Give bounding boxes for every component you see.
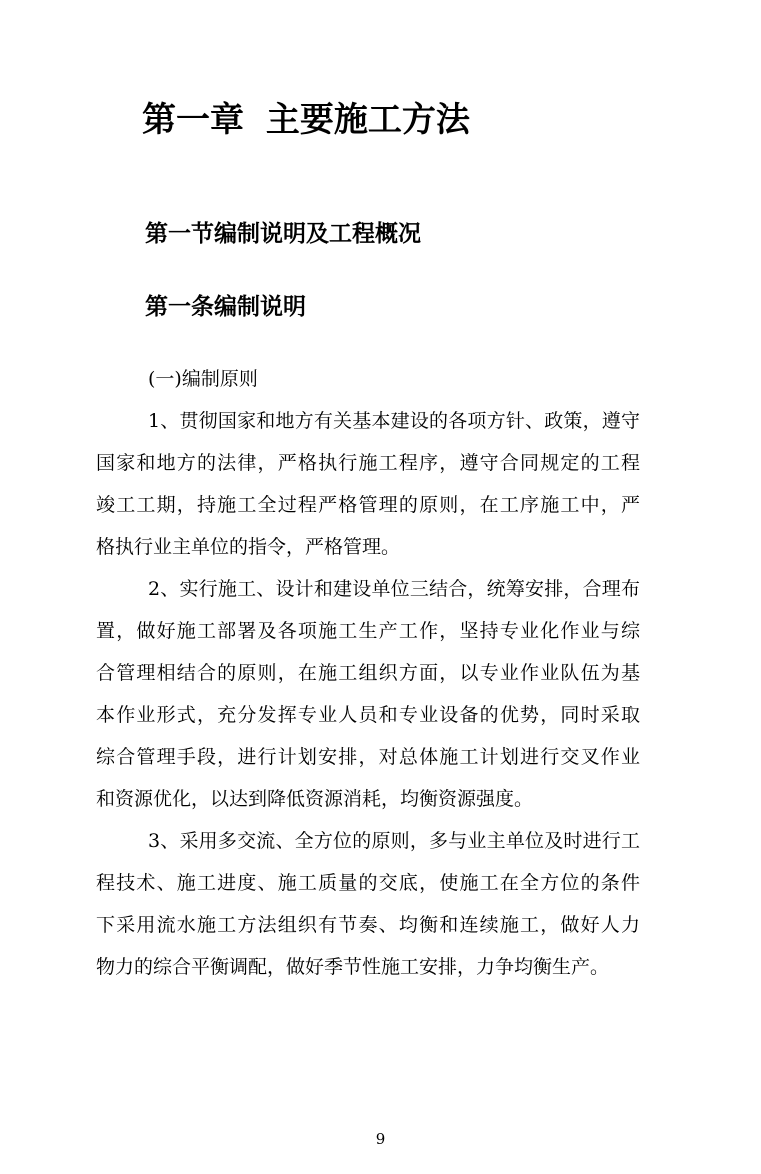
article-heading: 第一条编制说明 [145, 293, 306, 320]
text-line: 程技术、施工进度、施工质量的交底，使施工在全方位的条件 [96, 872, 640, 894]
document-content [0, 97, 761, 988]
text-line: 1、贯彻国家和地方有关基本建设的各项方针、政策，遵守 [148, 410, 640, 432]
text-line: 置，做好施工部署及各项施工生产工作，坚持专业化作业与综 [96, 620, 640, 642]
text-line: 合管理相结合的原则，在施工组织方面，以专业作业队伍为基 [96, 662, 640, 684]
section-heading: 第一节编制说明及工程概况 [145, 220, 421, 247]
text-line: (一)编制原则 [148, 368, 258, 390]
text-line: 竣工工期，持施工全过程严格管理的原则，在工序施工中，严 [96, 494, 640, 516]
text-line: 本作业形式，充分发挥专业人员和专业设备的优势，同时采取 [96, 704, 640, 726]
text-line: 3、采用多交流、全方位的原则，多与业主单位及时进行工 [148, 830, 640, 852]
text-line: 物力的综合平衡调配，做好季节性施工安排，力争均衡生产。 [96, 956, 610, 978]
chapter-title: 第一章 主要施工方法 [142, 100, 470, 140]
text-line: 下采用流水施工方法组织有节奏、均衡和连续施工，做好人力 [96, 914, 640, 936]
text-line: 国家和地方的法律，严格执行施工程序，遵守合同规定的工程 [96, 452, 640, 474]
text-line: 综合管理手段，进行计划安排，对总体施工计划进行交叉作业 [96, 746, 640, 768]
text-line: 和资源优化，以达到降低资源消耗，均衡资源强度。 [96, 788, 534, 810]
text-line: 格执行业主单位的指令，严格管理。 [96, 536, 401, 558]
body-text [96, 358, 640, 988]
text-line: 2、实行施工、设计和建设单位三结合，统筹安排，合理布 [148, 578, 640, 600]
document-page [0, 97, 761, 1174]
page-number: 9 [375, 1130, 386, 1148]
